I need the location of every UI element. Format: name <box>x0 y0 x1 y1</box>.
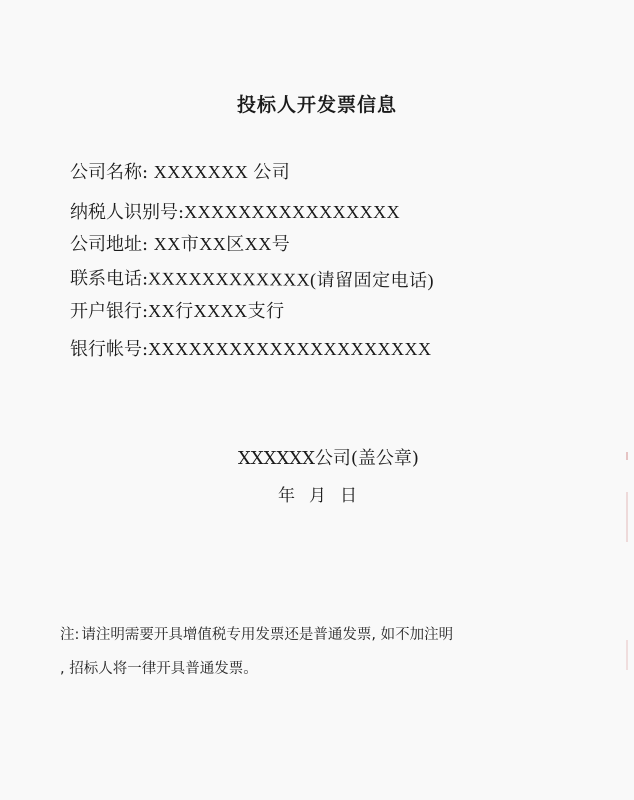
date-year-label: 年 <box>278 486 295 506</box>
invoice-note <box>60 618 540 686</box>
taxpayer-id-row <box>70 198 400 224</box>
date-line <box>278 481 357 506</box>
note-line-2: , 招标人将一律开具普通发票。 <box>60 661 258 677</box>
page-title: 投标人开发票信息 <box>236 94 397 116</box>
company-address-row <box>70 230 290 256</box>
note-text-1: 请注明需要开具增值税专用发票还是普通发票, 如不加注明 <box>81 627 454 643</box>
contact-phone-value: XXXXXXXXXXXX(请留固定电话) <box>147 268 435 291</box>
bank-account-separator: : <box>142 339 149 360</box>
company-address-value: XX市XX区XX号 <box>153 234 291 254</box>
bank-account-row <box>70 335 432 361</box>
note-line-1 <box>60 618 540 652</box>
company-address-separator: : <box>142 234 154 255</box>
bank-name-row <box>70 297 285 323</box>
company-name-value: XXXXXXX 公司 <box>153 162 291 182</box>
company-name-row <box>70 158 290 184</box>
bank-account-value: XXXXXXXXXXXXXXXXXXXXX <box>148 339 432 359</box>
bank-name-separator: : <box>142 301 149 322</box>
bank-name-value: XX行XXXX支行 <box>148 301 285 321</box>
scan-edge-mark <box>626 492 628 542</box>
scan-edge-mark <box>626 640 628 670</box>
taxpayer-id-value: XXXXXXXXXXXXXXXX <box>184 202 401 222</box>
bank-account-label: 银行帐号 <box>70 339 142 360</box>
company-name-label: 公司名称 <box>70 162 142 183</box>
date-day-label: 日 <box>340 486 357 506</box>
company-address-label: 公司地址 <box>70 234 142 255</box>
date-month-label: 月 <box>309 486 326 506</box>
bank-name-label: 开户银行 <box>70 301 142 322</box>
note-label: 注: <box>60 627 80 643</box>
taxpayer-id-separator: : <box>178 202 185 223</box>
contact-phone-row <box>70 264 434 293</box>
company-name-separator: : <box>142 162 154 183</box>
contact-phone-label: 联系电话 <box>69 268 143 290</box>
taxpayer-id-label: 纳税人识别号 <box>70 202 178 223</box>
scan-edge-mark <box>626 452 628 460</box>
company-seal-line: XXXXXX公司(盖公章) <box>238 448 419 469</box>
contact-phone-separator: : <box>141 268 149 290</box>
